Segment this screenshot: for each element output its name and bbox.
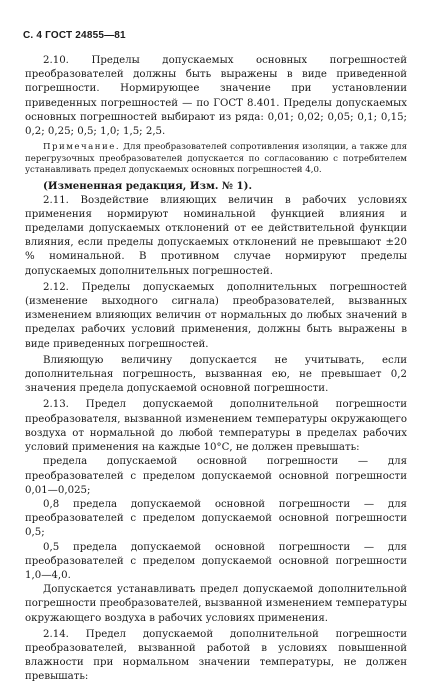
note-paragraph bbox=[25, 142, 407, 176]
note-text: Для преобразователей сопротивления изоляции, а также для перегрузочных преобразователей допускается по согласованию с потребителем устанавливать предел допускаемых основных погрешностей 4,0. bbox=[25, 142, 407, 176]
paragraph-allowed: Допускается устанавливать предел допускаемой дополнительной погрешности преобразователей, вызванной изменением температуры окружающего воздуха в рабочих условиях применения. bbox=[25, 584, 407, 624]
paragraph-2-10: 2.10. Пределы допускаемых основных погрешностей преобразователей должны быть выражены в виде приведенной погрешности. Нормирующее значение при установлении приведенных погрешностей — по ГОСТ 8.401. Пределы допускаемых основных погрешностей выбирают из ряда: 0,01; 0,02; 0,05; 0,1; 0,15; 0,2; 0,25; 0,5; 1,0; 1,5; 2,5. bbox=[25, 55, 407, 138]
paragraph-influence: Влияющую величину допускается не учитывать, если дополнительная погрешность, вызванная ею, не превышает 0,2 значения предела допускаемой основной погрешности. bbox=[25, 354, 407, 395]
paragraph-item-2: 0,8 предела допускаемой основной погрешности — для преобразователей с пределом допускаемой основной погрешности 0,5; bbox=[25, 498, 407, 539]
paragraph-2-14: 2.14. Предел допускаемой дополнительной погрешности преобразователей, вызванной работой в условиях повышенной влажности при нормальном значении температуры, не должен превышать: bbox=[25, 628, 407, 683]
revision-heading: (Измененная редакция, Изм. № 1). bbox=[43, 180, 253, 193]
paragraph-item-1: предела допускаемой основной погрешности — для преобразователей с пределом допускаемой основной погрешности 0,01—0,025; bbox=[25, 456, 407, 496]
paragraph-2-11: 2.11. Воздействие влияющих величин в рабочих условиях применения нормируют номинальной функцией влияния и пределами допускаемых отклонений от ее действительной функции влияния, если пределы допускаемых отклонений не превышают ±20 % номинальной. В противном случае нормируют пределы допускаемых дополнительных погрешностей. bbox=[25, 194, 407, 277]
paragraph-item-3: 0,5 предела допускаемой основной погрешности — для преобразователей с пределом допускаемой основной погрешности 1,0—4,0. bbox=[25, 541, 407, 581]
page-header: С. 4 ГОСТ 24855—81 bbox=[23, 30, 126, 41]
document-body bbox=[25, 54, 407, 685]
paragraph-2-13: 2.13. Предел допускаемой дополнительной погрешности преобразователя, вызванной изменением температуры окружающего воздуха от нормальной до любой температуры в пределах рабочих условий применения на каждые 10°С, не должен превышать: bbox=[25, 399, 407, 454]
paragraph-2-12: 2.12. Пределы допускаемых дополнительных погрешностей (изменение выходного сигнала) преобразователей, вызванных изменением влияющих величин от нормальных до любых значений в пределах рабочих условий применения, должны быть выражены в виде приведенных погрешностей. bbox=[25, 281, 407, 350]
note-lead: Примечание. bbox=[43, 142, 121, 153]
